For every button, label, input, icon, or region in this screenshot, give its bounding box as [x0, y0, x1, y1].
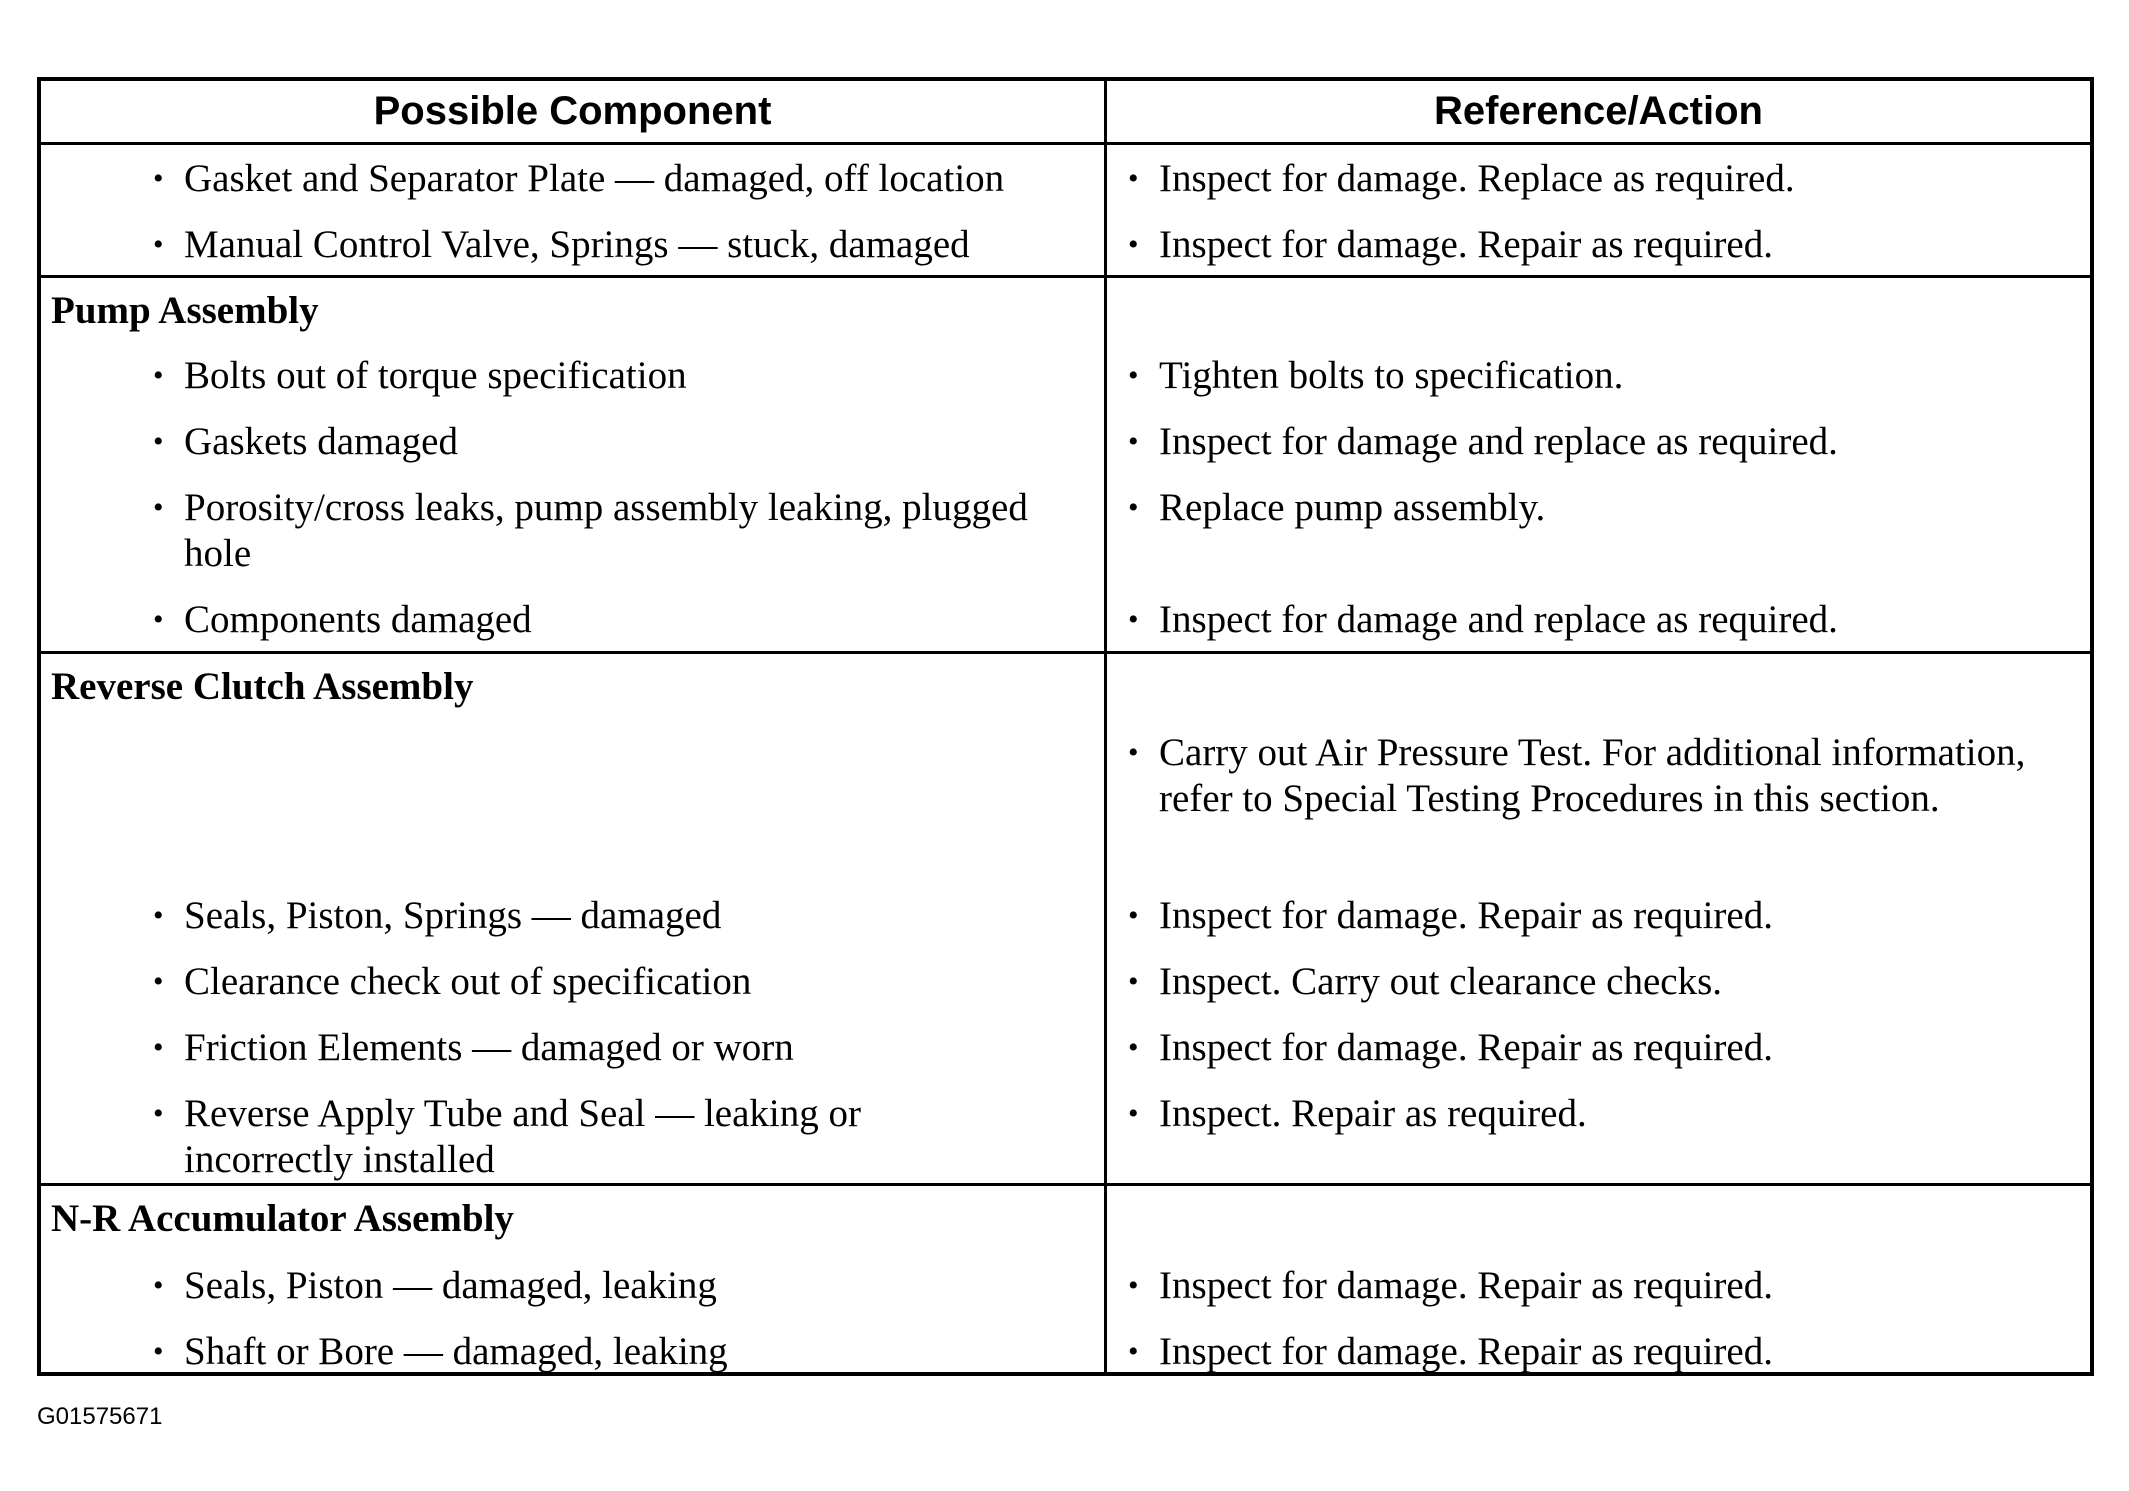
component-text: Shaft or Bore — damaged, leaking — [184, 1330, 728, 1373]
list-item — [41, 959, 1074, 1005]
list-item — [1107, 156, 2060, 202]
header-action-label: Reference/Action — [1434, 89, 1763, 133]
bullet-icon: • — [153, 899, 164, 932]
list-item — [1107, 419, 2060, 465]
list-item — [1107, 1025, 2060, 1071]
list-item — [1107, 730, 2060, 822]
header-possible-component — [41, 81, 1107, 145]
list-item — [41, 419, 1074, 465]
bullet-icon: • — [153, 1031, 164, 1064]
section-pump-assembly-components — [41, 278, 1107, 654]
section-continued-actions — [1107, 145, 2090, 278]
action-text: Inspect. Repair as required. — [1159, 1092, 1587, 1135]
list-item — [1107, 222, 2060, 268]
bullet-icon: • — [1128, 603, 1139, 636]
component-text: Manual Control Valve, Springs — stuck, damaged — [184, 223, 970, 266]
list-item — [41, 893, 1074, 939]
section-nr-accumulator-components — [41, 1186, 1107, 1372]
bullet-icon: • — [1128, 359, 1139, 392]
bullet-icon: • — [1128, 162, 1139, 195]
bullet-icon: • — [153, 965, 164, 998]
action-text: Inspect for damage and replace as required. — [1159, 420, 1838, 463]
list-item — [1107, 353, 2060, 399]
list-item — [1107, 893, 2060, 939]
action-text: Inspect for damage. Repair as required. — [1159, 223, 1773, 266]
list-item — [41, 222, 1074, 268]
bullet-icon: • — [153, 162, 164, 195]
bullet-icon: • — [153, 1335, 164, 1368]
section-pump-assembly-actions — [1107, 278, 2090, 654]
bullet-icon: • — [1128, 899, 1139, 932]
action-text: Inspect for damage and replace as required. — [1159, 598, 1838, 641]
action-text: Inspect. Carry out clearance checks. — [1159, 960, 1723, 1003]
action-text: Carry out Air Pressure Test. For additional information, refer to Special Testing Procedures in this section. — [1159, 731, 2026, 820]
list-item — [1107, 1329, 2060, 1375]
section-heading: Reverse Clutch Assembly — [51, 665, 474, 708]
action-text: Inspect for damage. Repair as required. — [1159, 1330, 1773, 1373]
list-item — [41, 1025, 1074, 1071]
section-heading: N-R Accumulator Assembly — [51, 1197, 514, 1240]
list-item — [1107, 485, 2060, 531]
bullet-icon: • — [1128, 965, 1139, 998]
list-item — [41, 353, 1074, 399]
component-text: Gasket and Separator Plate — damaged, off location — [184, 157, 1005, 200]
list-item — [41, 1091, 1074, 1183]
component-text: Clearance check out of specification — [184, 960, 752, 1003]
list-item — [41, 1263, 1074, 1309]
bullet-icon: • — [153, 603, 164, 636]
diagnosis-table — [37, 77, 2094, 1376]
bullet-icon: • — [1128, 1097, 1139, 1130]
list-item — [41, 485, 1074, 577]
section-continued-components — [41, 145, 1107, 278]
component-text: Friction Elements — damaged or worn — [184, 1026, 794, 1069]
bullet-icon: • — [1128, 1335, 1139, 1368]
component-text: Components damaged — [184, 598, 532, 641]
action-text: Inspect for damage. Repair as required. — [1159, 894, 1773, 937]
bullet-icon: • — [153, 228, 164, 261]
list-item — [41, 597, 1074, 643]
list-item — [41, 156, 1074, 202]
component-text: Porosity/cross leaks, pump assembly leaking, plugged hole — [184, 486, 1028, 575]
bullet-icon: • — [153, 359, 164, 392]
component-text: Gaskets damaged — [184, 420, 458, 463]
list-item — [1107, 1091, 2060, 1137]
list-item — [1107, 597, 2060, 643]
bullet-icon: • — [153, 1097, 164, 1130]
component-text: Seals, Piston, Springs — damaged — [184, 894, 722, 937]
section-heading: Pump Assembly — [51, 289, 319, 332]
list-item — [1107, 959, 2060, 1005]
bullet-icon: • — [153, 491, 164, 524]
bullet-icon: • — [1128, 491, 1139, 524]
component-text: Bolts out of torque specification — [184, 354, 687, 397]
action-text: Inspect for damage. Replace as required. — [1159, 157, 1795, 200]
component-text: Reverse Apply Tube and Seal — leaking or incorrectly installed — [184, 1092, 861, 1181]
action-text: Tighten bolts to specification. — [1159, 354, 1624, 397]
component-text: Seals, Piston — damaged, leaking — [184, 1264, 717, 1307]
figure-id: G01575671 — [37, 1403, 163, 1430]
section-reverse-clutch-components — [41, 654, 1107, 1186]
bullet-icon: • — [1128, 1031, 1139, 1064]
bullet-icon: • — [1128, 736, 1139, 769]
header-reference-action — [1107, 81, 2090, 145]
action-text: Inspect for damage. Repair as required. — [1159, 1026, 1773, 1069]
section-nr-accumulator-actions — [1107, 1186, 2090, 1372]
bullet-icon: • — [153, 425, 164, 458]
list-item — [1107, 1263, 2060, 1309]
list-item — [41, 1329, 1074, 1375]
section-reverse-clutch-actions — [1107, 654, 2090, 1186]
bullet-icon: • — [1128, 425, 1139, 458]
bullet-icon: • — [1128, 1269, 1139, 1302]
header-component-label: Possible Component — [373, 89, 772, 133]
bullet-icon: • — [153, 1269, 164, 1302]
action-text: Inspect for damage. Repair as required. — [1159, 1264, 1773, 1307]
bullet-icon: • — [1128, 228, 1139, 261]
action-text: Replace pump assembly. — [1159, 486, 1546, 529]
